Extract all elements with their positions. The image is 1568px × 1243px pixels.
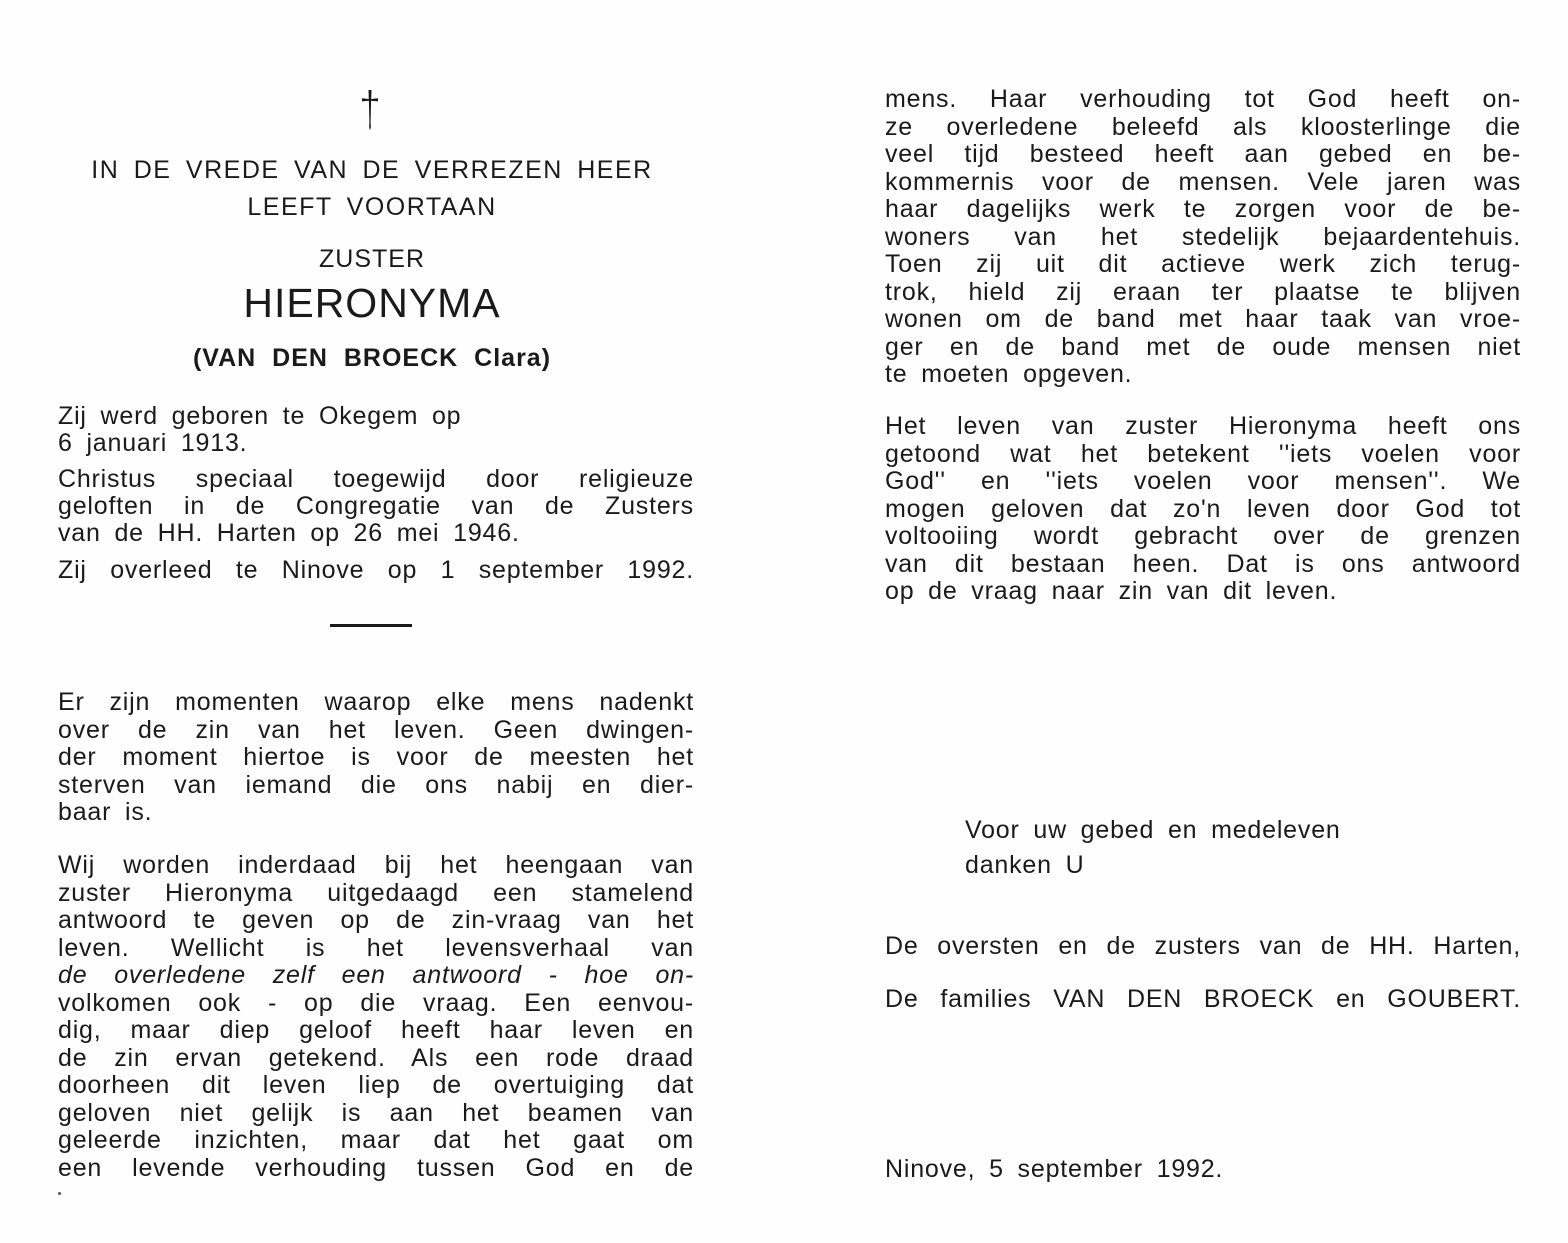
meditation-line: de zin ervan getekend. Als een rode draad bbox=[58, 1043, 694, 1072]
thanks-line-1: Voor uw gebed en medeleven bbox=[965, 816, 1341, 844]
place-date: Ninove, 5 september 1992. bbox=[885, 1155, 1224, 1183]
religious-name: HIERONYMA bbox=[243, 280, 501, 326]
meditation-line: antwoord te geven op de zin-vraag van het bbox=[58, 906, 694, 934]
meditation-line: te moeten opgeven. bbox=[885, 360, 1133, 388]
meditation-line: geloven niet gelijk is aan het beamen van bbox=[58, 1098, 694, 1127]
heading-line-2: LEEFT VOORTAAN bbox=[247, 193, 497, 221]
cross-icon bbox=[358, 88, 382, 132]
meditation-line: van dit bestaan heen. Dat is ons antwoord bbox=[885, 549, 1521, 578]
meditation-line: leven. Wellicht is het levensverhaal van bbox=[58, 933, 694, 962]
meditation-line: ger en de band met de oude mensen niet bbox=[885, 332, 1521, 361]
meditation-line: ze overledene beleefd als kloosterlinge die bbox=[885, 112, 1521, 141]
signatories-line-1: De oversten en de zusters van de HH. Harten, bbox=[885, 932, 1521, 960]
meditation-line: mens. Haar verhouding tot God heeft on- bbox=[885, 85, 1521, 113]
meditation-line: mogen geloven dat zo'n leven door God tot bbox=[885, 494, 1521, 523]
meditation-line: geleerde inzichten, maar dat het gaat om bbox=[58, 1126, 694, 1154]
meditation-line: trok, hield zij eraan ter plaatse te blijven bbox=[885, 277, 1521, 306]
title-label: ZUSTER bbox=[319, 245, 425, 273]
meditation-paragraph-4 bbox=[885, 413, 1521, 606]
meditation-line: Het leven van zuster Hieronyma heeft ons bbox=[885, 412, 1521, 440]
divider bbox=[330, 624, 412, 627]
heading-line-1: IN DE VREDE VAN DE VERREZEN HEER bbox=[91, 156, 653, 184]
meditation-line: over de zin van het leven. Geen dwingen- bbox=[58, 715, 694, 744]
vows-line-1: Christus speciaal toegewijd door religieuze bbox=[58, 465, 694, 493]
meditation-line: Er zijn momenten waarop elke mens nadenkt bbox=[58, 688, 694, 716]
meditation-line: zuster Hieronyma uitgedaagd een stamelend bbox=[58, 878, 694, 907]
meditation-line: baar is. bbox=[58, 798, 153, 826]
meditation-line: doorheen dit leven liep de overtuiging dat bbox=[58, 1071, 694, 1099]
meditation-line: dig, maar diep geloof heeft haar leven en bbox=[58, 1016, 694, 1044]
meditation-line-italic: de overledene zelf een antwoord - hoe on- bbox=[58, 961, 694, 989]
birth-line-2: 6 januari 1913. bbox=[58, 429, 248, 457]
meditation-line: God'' en ''iets voelen voor mensen''. We bbox=[885, 467, 1521, 495]
meditation-line: woners van het stedelijk bejaardentehuis. bbox=[885, 222, 1521, 251]
death-line: Zij overleed te Ninove op 1 september 1992. bbox=[58, 556, 694, 584]
meditation-line: een levende verhouding tussen God en de bbox=[58, 1153, 694, 1182]
right-panel bbox=[885, 0, 1525, 1243]
meditation-line: wonen om de band met haar taak van vroe- bbox=[885, 305, 1521, 333]
meditation-line: op de vraag naar zin van dit leven. bbox=[885, 577, 1338, 605]
meditation-line: der moment hiertoe is voor de meesten het bbox=[58, 743, 694, 771]
meditation-line: kommernis voor de mensen. Vele jaren was bbox=[885, 167, 1521, 196]
vows-line-3: van de HH. Harten op 26 mei 1946. bbox=[58, 519, 520, 547]
meditation-line: getoond wat het betekent ''iets voelen voor bbox=[885, 439, 1521, 468]
meditation-line: sterven van iemand die ons nabij en dier- bbox=[58, 770, 694, 799]
meditation-paragraph-2 bbox=[58, 852, 694, 1182]
meditation-line: voltooiing wordt gebracht over de grenzen bbox=[885, 522, 1521, 550]
print-speck bbox=[58, 1192, 61, 1195]
meditation-line: volkomen ook - op die vraag. Een eenvou- bbox=[58, 988, 694, 1017]
signatories-line-2: De families VAN DEN BROECK en GOUBERT. bbox=[885, 985, 1521, 1013]
meditation-line: Wij worden inderdaad bij het heengaan van bbox=[58, 851, 694, 879]
birth-line-1: Zij werd geboren te Okegem op bbox=[58, 402, 462, 430]
meditation-line: Toen zij uit dit actieve werk zich terug- bbox=[885, 250, 1521, 278]
meditation-paragraph-1 bbox=[58, 689, 694, 827]
meditation-line: veel tijd besteed heeft aan gebed en be- bbox=[885, 140, 1521, 168]
vows-line-2: geloften in de Congregatie van de Zusters bbox=[58, 492, 694, 520]
civil-name: (VAN DEN BROECK Clara) bbox=[192, 344, 552, 372]
meditation-paragraph-3 bbox=[885, 86, 1521, 389]
left-panel bbox=[58, 0, 698, 1243]
thanks-line-2: danken U bbox=[965, 851, 1085, 879]
meditation-line: haar dagelijks werk te zorgen voor de be- bbox=[885, 195, 1521, 223]
